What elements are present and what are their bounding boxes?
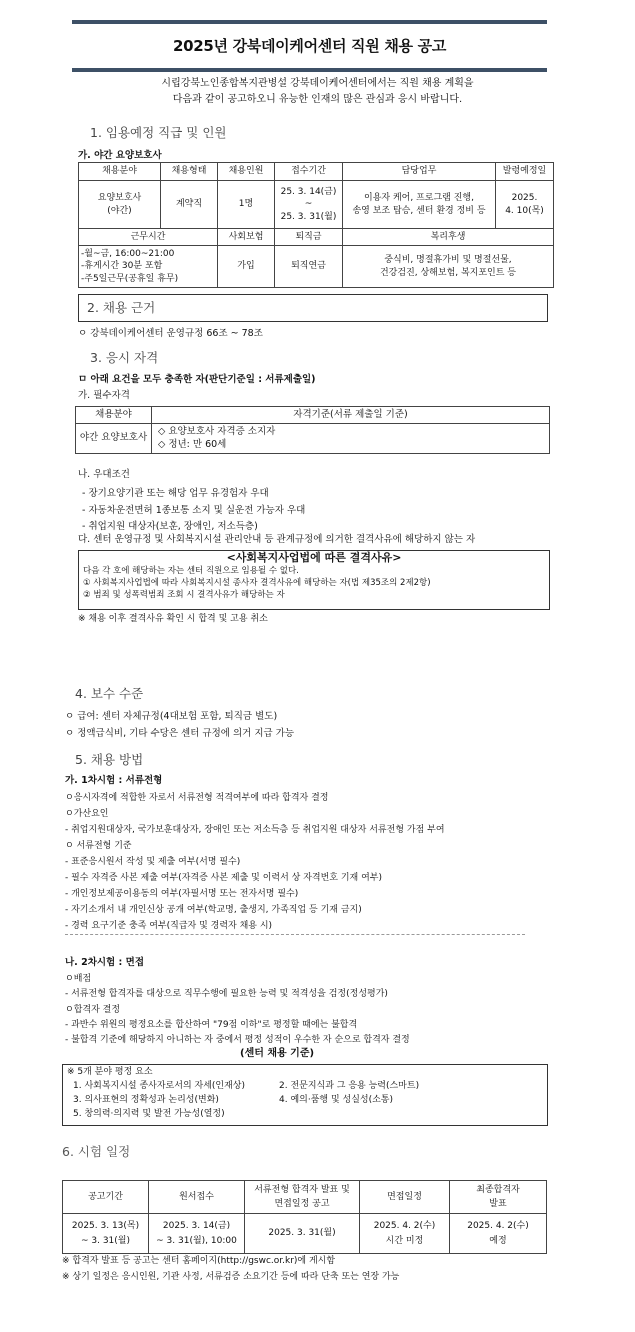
b-line: - 불합격 기준에 해당하지 아니하는 자 중에서 평정 성적이 우수한 자 순으로 합격자 결정	[65, 1035, 410, 1046]
intro-line: 시립강북노인종합복지관병설 강북데이케어센터에서는 직원 채용 계획을	[161, 78, 474, 89]
a-line: - 필수 자격증 사본 제출 여부(자격증 사본 제출 및 이력서 상 자격번호 기재 여부)	[65, 873, 382, 884]
section-4-item: ㅇ 급여: 센터 자체규정(4대보험 포함, 퇴직금 별도)	[65, 711, 278, 722]
th-apply: 원서접수	[149, 1181, 245, 1214]
cell-severance: 퇴직연금	[275, 246, 343, 288]
cell-duty: 이용자 케어, 프로그램 진행, 송영 보조 탑승, 센터 환경 정비 등	[343, 181, 496, 229]
schedule-note: ※ 합격자 발표 등 공고는 센터 홈페이지(http://gswc.or.kr)에 게시함	[62, 1256, 336, 1266]
th-criteria: 자격기준(서류 제출일 기준)	[152, 407, 550, 424]
cell-period: 25. 3. 14(금) ~ 25. 3. 31(월)	[275, 181, 343, 229]
section-5-heading: 5. 채용 방법	[75, 752, 144, 767]
section-6-heading: 6. 시험 일정	[62, 1144, 131, 1159]
b-line: ㅇ배점	[65, 974, 92, 984]
cell-hours: -월~금, 16:00~21:00 -휴게시간 30분 포함 -주5일근무(공휴일 휴무)	[79, 246, 218, 288]
section-2-box	[78, 294, 548, 322]
cell-field: 요양보호사 (야간)	[79, 181, 161, 229]
eval-item: 3. 의사표현의 정확성과 논리성(변화)	[73, 1094, 219, 1105]
th-field: 채용분야	[79, 163, 161, 181]
eval-title: ※ 5개 분야 평정 요소	[67, 1067, 153, 1077]
th-final: 최종합격자 발표	[450, 1181, 547, 1214]
schedule-table	[62, 1180, 547, 1254]
section-1-sub: 가. 야간 요양보호사	[78, 150, 162, 161]
center-criteria-title: (센터 채용 기준)	[240, 1048, 315, 1059]
cell-interview: 2025. 4. 2(수) 시간 미정	[360, 1214, 450, 1254]
th-date: 발령예정일	[496, 163, 554, 181]
cell-type: 계약직	[161, 181, 218, 229]
a-line: - 표준응시원서 작성 및 제출 여부(서명 필수)	[65, 857, 241, 868]
cell-announce: 2025. 3. 13(목) ~ 3. 31(월)	[63, 1214, 149, 1254]
box-line: ① 사회복지사업법에 따라 사회복지시설 종사자 결격사유에 해당하는 자(법 제35조의 2제2항)	[83, 577, 431, 588]
eval-item: 1. 사회복지시설 종사자로서의 자세(인재상)	[73, 1080, 245, 1091]
cell-date: 2025. 4. 10(목)	[496, 181, 554, 229]
th-severance: 퇴직금	[275, 229, 343, 246]
a-line: - 개인정보제공이용동의 여부(자필서명 또는 전자서명 필수)	[65, 889, 299, 900]
b-line: - 과반수 위원의 평정요소를 합산하여 "79점 이하"로 평정할 때에는 불합격	[65, 1019, 358, 1030]
box-line: ② 범죄 및 성폭력범죄 조회 시 결격사유가 해당하는 자	[83, 589, 285, 600]
cell-doc-result: 2025. 3. 31(월)	[245, 1214, 360, 1254]
b-line: - 서류전형 합격자를 대상으로 직무수행에 필요한 능력 및 적격성을 검정(정성평가)	[65, 989, 388, 1000]
section-4-list	[65, 708, 294, 742]
th-field: 채용분야	[76, 407, 152, 424]
cell-final: 2025. 4. 2(수) 예정	[450, 1214, 547, 1254]
cell-count: 1명	[218, 181, 275, 229]
section-5-b-title: 나. 2차시험 : 면접	[65, 957, 145, 968]
preference-item: - 자동차운전면허 1종보통 소지 및 실운전 가능자 우대	[82, 504, 306, 516]
cell-insurance: 가입	[218, 246, 275, 288]
th-hours: 근무시간	[79, 229, 218, 246]
section-3-main: ㅁ 아래 요건을 모두 충족한 자(판단기준일 : 서류제출일)	[78, 374, 316, 385]
eval-item: 5. 창의력·의지력 및 발전 가능성(열정)	[73, 1108, 225, 1119]
qualification-table	[75, 406, 550, 454]
section-4-item: ㅇ 정액급식비, 기타 수당은 센터 규정에 의거 지급 가능	[65, 728, 295, 740]
cell-criteria: ◇ 요양보호사 자격증 소지자 ◇ 정년: 만 60세	[152, 424, 550, 454]
section-2-heading: 2. 채용 근거	[87, 300, 156, 315]
a-line: ㅇ 서류전형 기준	[65, 841, 132, 852]
box-title: <사회복지사업법에 따른 결격사유>	[226, 551, 402, 564]
th-period: 접수기간	[275, 163, 343, 181]
th-interview: 면접일정	[360, 1181, 450, 1214]
section-3-note: ※ 채용 이후 결격사유 확인 시 합격 및 고용 취소	[78, 614, 268, 624]
eval-item: 2. 전문지식과 그 응용 능력(스마트)	[279, 1080, 420, 1091]
section-5-a-list	[65, 790, 525, 935]
schedule-notes	[62, 1254, 399, 1286]
eval-item: 4. 예의·품행 및 성실성(소통)	[279, 1094, 393, 1105]
intro-text	[60, 76, 575, 108]
preference-item: - 취업지원 대상자(보훈, 장애인, 저소득층)	[82, 521, 258, 533]
a-line: - 취업지원대상자, 국가보훈대상자, 장애인 또는 저소득층 등 취업지원 대상자 서류전형 가점 부여	[65, 825, 445, 836]
eval-box	[62, 1064, 548, 1126]
page-title: 2025년 강북데이케어센터 직원 채용 공고	[172, 37, 447, 55]
preference-list	[82, 486, 305, 536]
cell-apply: 2025. 3. 14(금) ~ 3. 31(월), 10:00	[149, 1214, 245, 1254]
section-1-heading: 1. 임용예정 직급 및 인원	[90, 125, 227, 140]
a-line: ㅇ가산요인	[65, 809, 109, 820]
title-box	[72, 20, 547, 72]
intro-line: 다음과 같이 공고하오니 유능한 인재의 많은 관심과 응시 바랍니다.	[172, 94, 463, 105]
section-5-b-list	[65, 972, 535, 1048]
a-line: - 경력 요구기준 충족 여부(직급자 및 경력자 채용 시)	[65, 918, 525, 935]
section-3-sub-b: 나. 우대조건	[78, 469, 130, 480]
a-line: ㅇ응시자격에 적합한 자로서 서류전형 적격여부에 따라 합격자 결정	[65, 793, 329, 803]
section-3-sub-c: 다. 센터 운영규정 및 사회복지시설 관리안내 등 관계규정에 의거한 결격사유에 해당하지 않는 자	[78, 534, 476, 545]
section-3-sub-a: 가. 필수자격	[78, 390, 130, 401]
cell-benefits: 중식비, 명절휴가비 및 명절선물, 건강검진, 상해보험, 복지포인트 등	[343, 246, 554, 288]
th-doc-result: 서류전형 합격자 발표 및 면접일정 공고	[245, 1181, 360, 1214]
th-insurance: 사회보험	[218, 229, 275, 246]
section-4-heading: 4. 보수 수준	[75, 686, 144, 701]
a-line: - 자기소개서 내 개인신상 공개 여부(학교명, 출생지, 가족직업 등 기재 금지)	[65, 905, 362, 916]
schedule-note: ※ 상기 일정은 응시인원, 기관 사정, 서류검증 소요기간 등에 따라 단축 또는 연장 가능	[62, 1271, 400, 1282]
th-announce: 공고기간	[63, 1181, 149, 1214]
section-3-heading: 3. 응시 자격	[90, 350, 159, 365]
recruit-table	[78, 162, 554, 288]
cell-field: 야간 요양보호사	[76, 424, 152, 454]
b-line: ㅇ합격자 결정	[65, 1004, 121, 1015]
th-type: 채용형태	[161, 163, 218, 181]
th-benefits: 복리후생	[343, 229, 554, 246]
th-duty: 담당업무	[343, 163, 496, 181]
box-line: 다음 각 호에 해당하는 자는 센터 직원으로 임용될 수 없다.	[83, 565, 299, 576]
preference-item: - 장기요양기관 또는 해당 업무 유경험자 우대	[82, 488, 269, 499]
th-count: 채용인원	[218, 163, 275, 181]
disqualification-box	[78, 550, 550, 610]
section-5-a-title: 가. 1차시험 : 서류전형	[65, 775, 163, 786]
section-2-item: ㅇ 강북데이케어센터 운영규정 66조 ~ 78조	[78, 328, 263, 339]
